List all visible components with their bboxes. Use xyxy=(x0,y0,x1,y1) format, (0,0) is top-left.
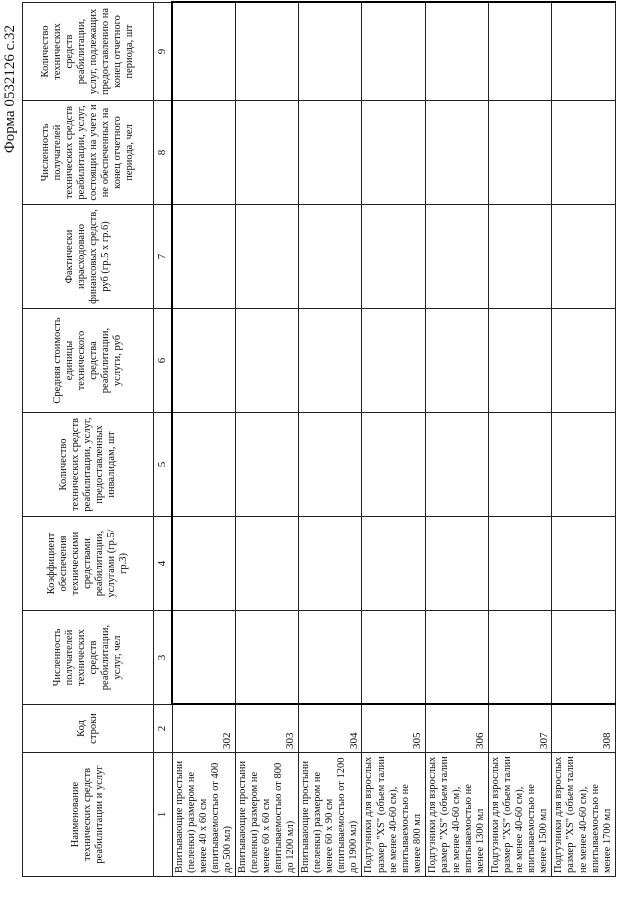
input-cell[interactable] xyxy=(172,205,235,309)
input-cell[interactable] xyxy=(425,3,488,101)
input-cell[interactable] xyxy=(235,101,298,205)
item-name: Впитывающие простыни (пеленки) размером не менее 60 х 90 см (впитываемостью от 1200 до 1900 мл) xyxy=(299,753,362,877)
table-row xyxy=(172,3,235,877)
input-cell[interactable] xyxy=(425,611,488,705)
column-number: 8 xyxy=(154,101,173,205)
item-name: Впитывающие простыни (пеленки) размером не менее 60 х 60 см (впитываемостью от 800 до 1200 мл) xyxy=(235,753,298,877)
input-cell[interactable] xyxy=(489,205,552,309)
column-number: 3 xyxy=(154,611,173,705)
input-cell[interactable] xyxy=(362,3,425,101)
column-number: 2 xyxy=(154,705,173,753)
header-cell: Численность получателей технических средств реабилитации, услуг, чел xyxy=(23,611,154,705)
row-code: 308 xyxy=(552,705,615,753)
column-number: 1 xyxy=(154,753,173,877)
row-code: 303 xyxy=(235,705,298,753)
item-name: Подгузники для взрослых размер "XS" (объем талии не менее 40-60 см), впитываемостью не менее 1300 мл xyxy=(425,753,488,877)
table-row xyxy=(552,3,615,877)
item-name: Подгузники для взрослых размер "XS" (объем талии не менее 40-60 см), впитываемостью не менее 800 мл xyxy=(362,753,425,877)
input-cell[interactable] xyxy=(299,205,362,309)
header-cell: Количество технических средств реабилитации, услуг, подлежащих предоставлению на конец отчетного периода, шт xyxy=(23,3,154,101)
input-cell[interactable] xyxy=(172,413,235,517)
input-cell[interactable] xyxy=(235,309,298,413)
input-cell[interactable] xyxy=(299,101,362,205)
input-cell[interactable] xyxy=(362,205,425,309)
item-name: Впитывающие простыни (пеленки) размером не менее 40 х 60 см (впитываемостью от 400 до 500 мл) xyxy=(172,753,235,877)
input-cell[interactable] xyxy=(552,3,615,101)
header-cell: Код строки xyxy=(23,705,154,753)
input-cell[interactable] xyxy=(489,3,552,101)
table-row xyxy=(489,3,552,877)
input-cell[interactable] xyxy=(489,517,552,611)
header-cell: Численность получателей технических средств реабилитации, услуг, состоящих на учете и не обеспеченных на конец отчетного периода, чел xyxy=(23,101,154,205)
input-cell[interactable] xyxy=(172,101,235,205)
header-cell: Коэффициент обеспечения техническими средствами реабилитации, услугами (гр.5/гр.3) xyxy=(23,517,154,611)
input-cell[interactable] xyxy=(362,101,425,205)
table-row xyxy=(362,3,425,877)
input-cell[interactable] xyxy=(299,611,362,705)
input-cell[interactable] xyxy=(489,309,552,413)
header-cell: Количество технических средств реабилитации, услуг, предоставленных инвалидам, шт xyxy=(23,413,154,517)
row-code: 305 xyxy=(362,705,425,753)
input-cell[interactable] xyxy=(552,517,615,611)
column-number: 9 xyxy=(154,3,173,101)
item-name: Подгузники для взрослых размер "XS" (объем талии не менее 40-60 см), впитываемостью не менее 1700 мл xyxy=(552,753,615,877)
input-cell[interactable] xyxy=(362,309,425,413)
header-cell: Фактически израсходовано финансовых средств, руб (гр.5 х гр.6) xyxy=(23,205,154,309)
header-cell: Наименование технических средств реабилитации и услуг xyxy=(23,753,154,877)
report-table xyxy=(22,2,616,878)
column-number: 7 xyxy=(154,205,173,309)
table-header-row xyxy=(23,3,154,877)
input-cell[interactable] xyxy=(362,517,425,611)
input-cell[interactable] xyxy=(172,517,235,611)
input-cell[interactable] xyxy=(425,205,488,309)
form-number-label: Форма 0532126 с.32 xyxy=(2,25,18,154)
input-cell[interactable] xyxy=(552,611,615,705)
row-code: 307 xyxy=(489,705,552,753)
input-cell[interactable] xyxy=(299,309,362,413)
input-cell[interactable] xyxy=(362,611,425,705)
input-cell[interactable] xyxy=(235,205,298,309)
column-number: 6 xyxy=(154,309,173,413)
input-cell[interactable] xyxy=(235,413,298,517)
table-row xyxy=(425,3,488,877)
input-cell[interactable] xyxy=(235,517,298,611)
item-name: Подгузники для взрослых размер "XS" (объем талии не менее 40-60 см), впитываемостью не менее 1500 мл xyxy=(489,753,552,877)
input-cell[interactable] xyxy=(552,101,615,205)
row-code: 302 xyxy=(172,705,235,753)
row-code: 306 xyxy=(425,705,488,753)
input-cell[interactable] xyxy=(299,413,362,517)
input-cell[interactable] xyxy=(552,413,615,517)
input-cell[interactable] xyxy=(235,3,298,101)
column-number: 5 xyxy=(154,413,173,517)
input-cell[interactable] xyxy=(552,309,615,413)
input-cell[interactable] xyxy=(299,3,362,101)
table-row xyxy=(299,3,362,877)
input-cell[interactable] xyxy=(172,611,235,705)
input-cell[interactable] xyxy=(552,205,615,309)
input-cell[interactable] xyxy=(172,3,235,101)
input-cell[interactable] xyxy=(235,611,298,705)
input-cell[interactable] xyxy=(425,101,488,205)
row-code: 304 xyxy=(299,705,362,753)
input-cell[interactable] xyxy=(172,309,235,413)
input-cell[interactable] xyxy=(489,611,552,705)
header-cell: Средняя стоимость единицы технического средства реабилитации, услуги, руб xyxy=(23,309,154,413)
input-cell[interactable] xyxy=(299,517,362,611)
table-row xyxy=(235,3,298,877)
input-cell[interactable] xyxy=(425,413,488,517)
input-cell[interactable] xyxy=(489,413,552,517)
column-number-row xyxy=(154,3,173,877)
input-cell[interactable] xyxy=(362,413,425,517)
input-cell[interactable] xyxy=(489,101,552,205)
input-cell[interactable] xyxy=(425,517,488,611)
column-number: 4 xyxy=(154,517,173,611)
input-cell[interactable] xyxy=(425,309,488,413)
